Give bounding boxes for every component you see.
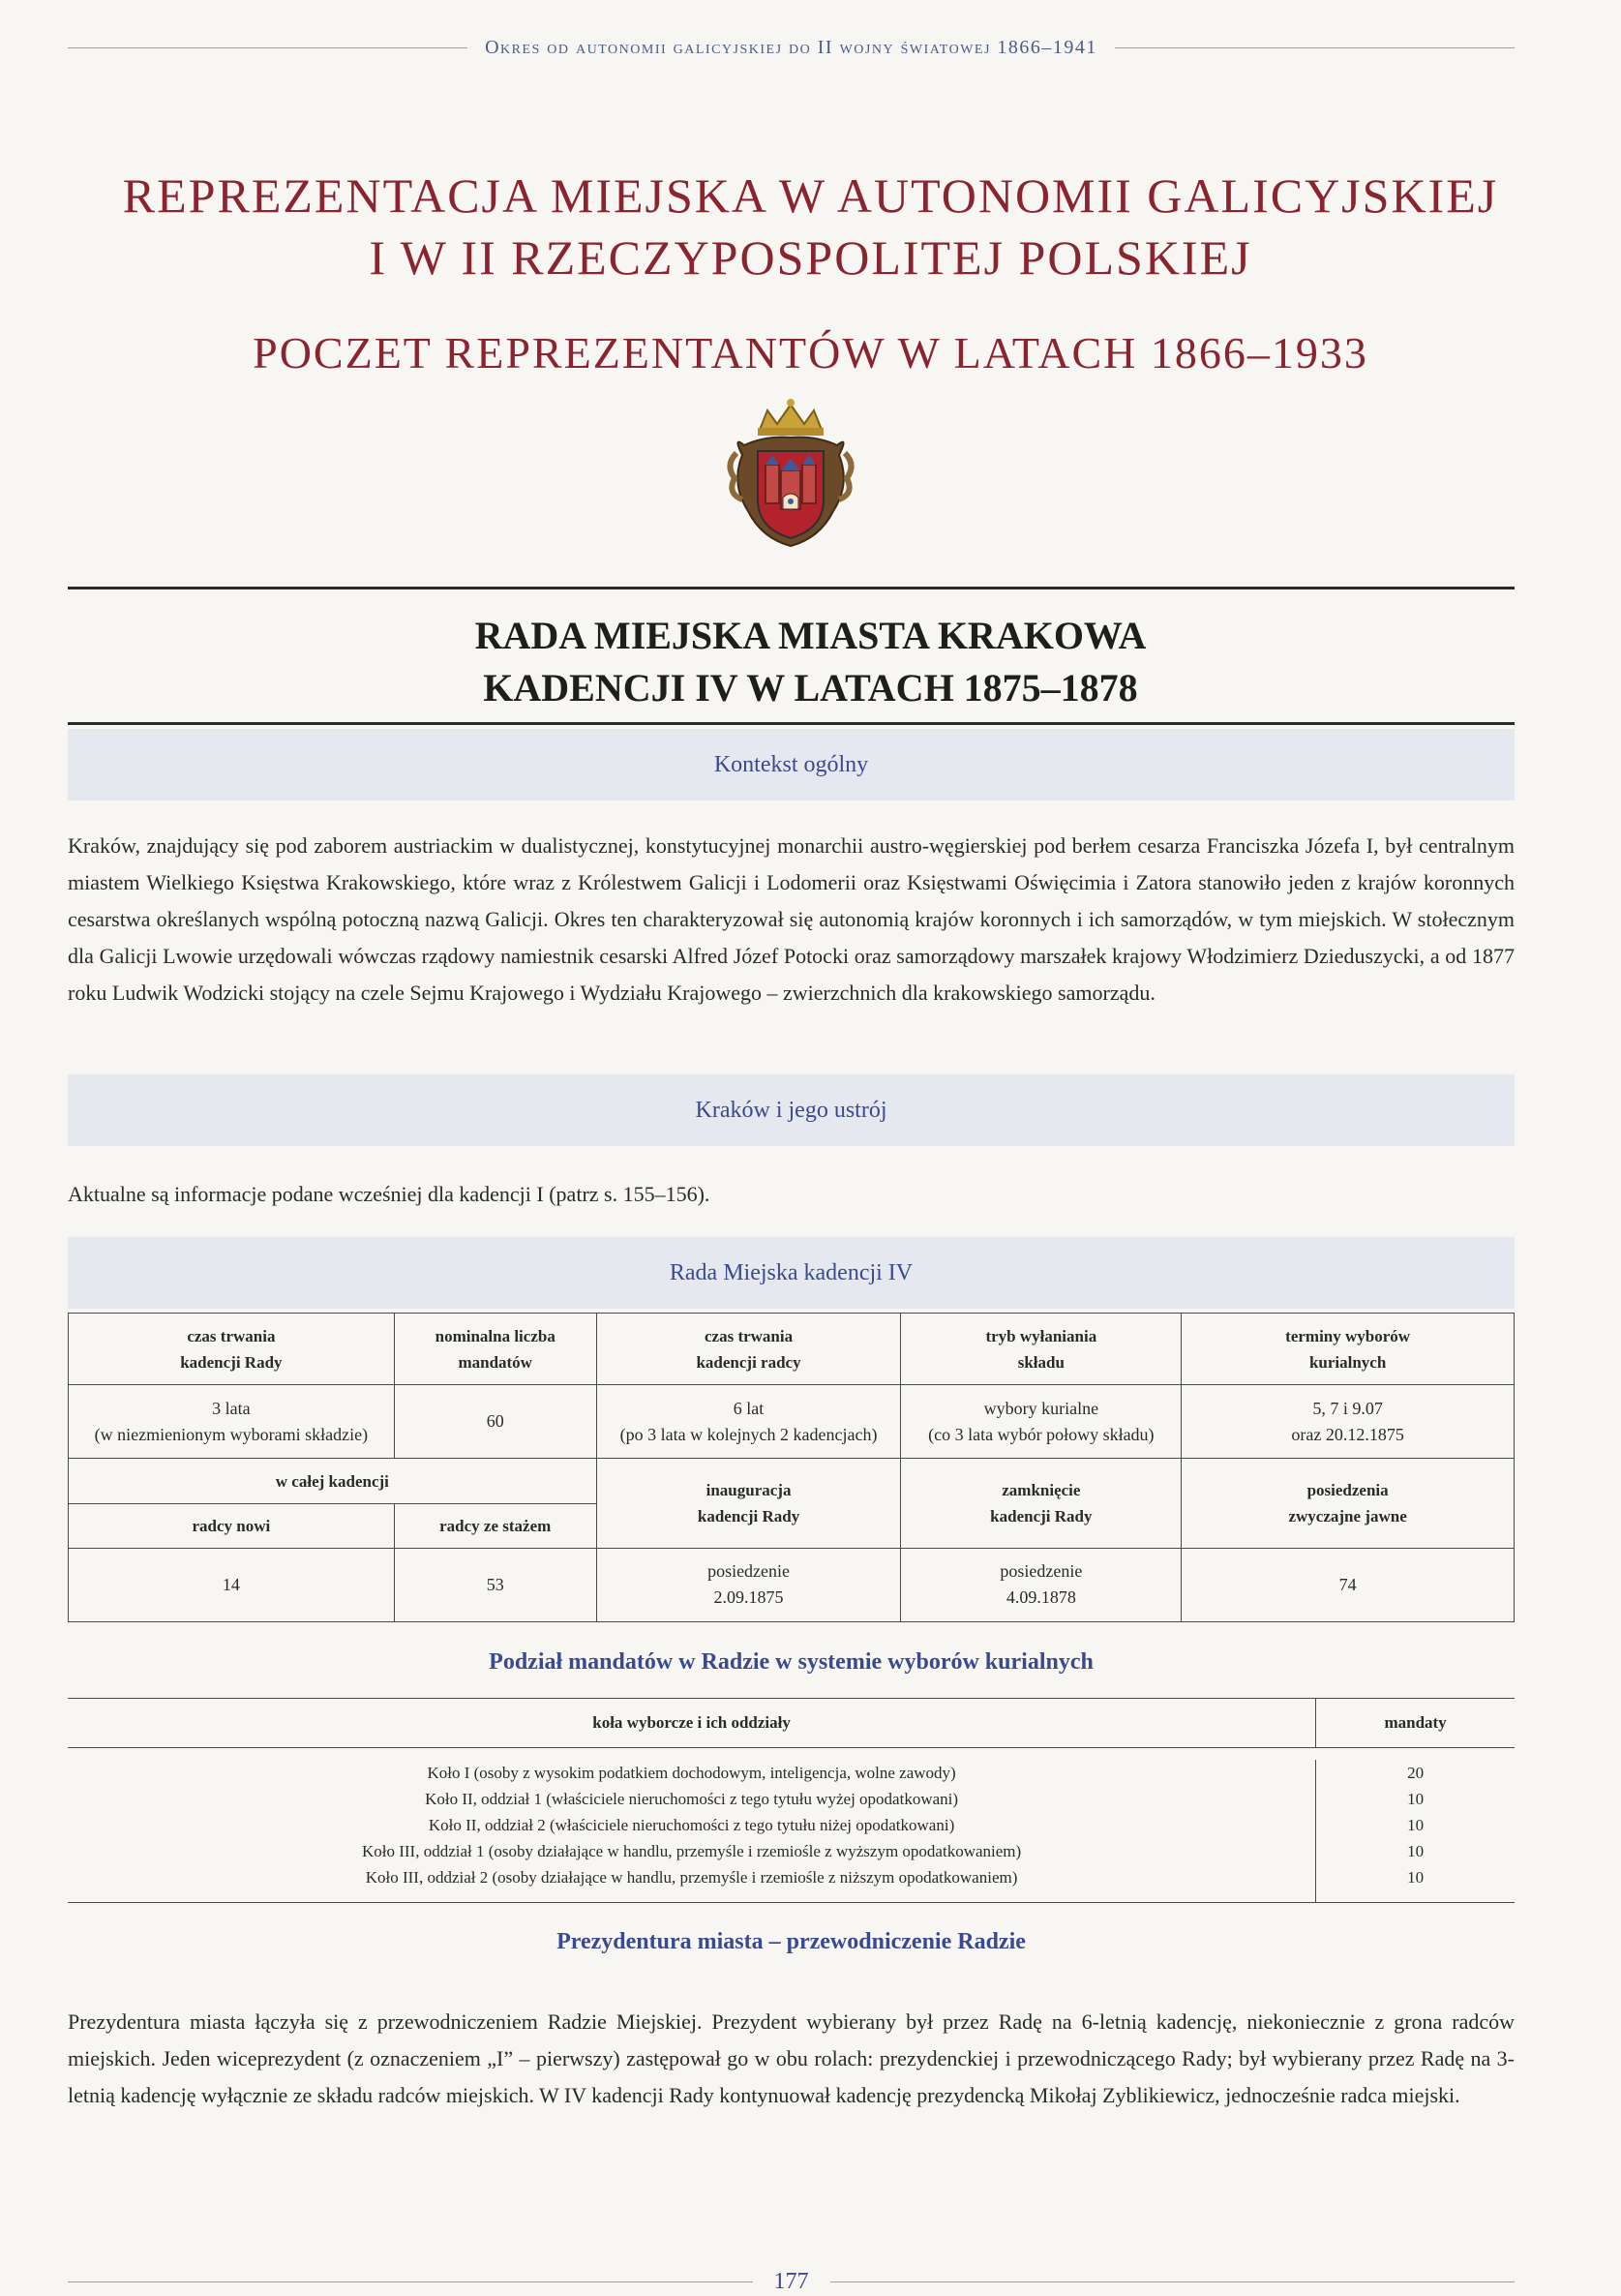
mandates-table-header (68, 1699, 1515, 1748)
presidency-paragraph: Prezydentura miasta łączyła się z przewodniczeniem Radzie Miejskiej. Prezydent wybierany był przez Radę na 6-letnią kadencję, niekoniecznie z grona radców miejskich. Jeden wiceprezydent (z oznaczeniem „I” – pierwszy) zastępował go w obu rolach: prezydenckiej i przewodniczącego Rady; był wybierany przez Radę na 3-letnią kadencję wyłącznie ze składu radców miejskich. W IV kadencji Rady kontynuował kadencję prezydencką Mikołaj Zyblikiewicz, jednocześnie radca miejski. (68, 2009, 1515, 2107)
header-council-term: czas trwania kadencji Rady (69, 1314, 395, 1385)
title-line-1: REPREZENTACJA MIEJSKA W AUTONOMII GALICYJSKIEJ (122, 168, 1499, 223)
list-item: 20 (1407, 1764, 1425, 1782)
list-item: Koło III, oddział 1 (osoby działające w handlu, przemyśle i rzemiośle z wyższym opodatkowaniem) (361, 1842, 1022, 1860)
header-election-dates: terminy wyborów kurialnych (1182, 1314, 1515, 1385)
header-senior-members: radcy ze stażem (394, 1503, 596, 1548)
header-nominal-mandates: nominalna liczba mandatów (394, 1314, 596, 1385)
value-sessions: 74 (1182, 1548, 1515, 1621)
value-inauguration: posiedzenie 2.09.1875 (596, 1548, 901, 1621)
header-whole-term: w całej kadencji (69, 1459, 597, 1503)
table-row (69, 1385, 1515, 1459)
section-heading-system: Kraków i jego ustrój (68, 1074, 1515, 1146)
list-item: Koło II, oddział 2 (właściciele nieruchomości z tego tytułu niżej opodatkowani) (428, 1816, 955, 1834)
value-election-dates: 5, 7 i 9.07 oraz 20.12.1875 (1182, 1385, 1515, 1459)
page-number: 177 (773, 2269, 809, 2294)
mandates-values (1316, 1760, 1515, 1903)
value-closing: posiedzenie 4.09.1878 (901, 1548, 1182, 1621)
header-inauguration: inauguracja kadencji Rady (596, 1459, 901, 1548)
section-heading-mandates: Podział mandatów w Radzie w systemie wyborów kurialnych (489, 1648, 1094, 1675)
council-title-line-2: KADENCJI IV W LATACH 1875–1878 (483, 666, 1138, 710)
context-paragraph: Kraków, znajdujący się pod zaborem austriackim w dualistycznej, konstytucyjnej monarchii austro-węgierskiej pod berłem cesarza Franciszka Józefa I, był centralnym miastem Wielkiego Księstwa Krakowskiego, które wraz z Królestwem Galicji i Lodomerii oraz Księstwami Oświęcimia i Zatora stanowiło jeden z krajów koronnych cesarstwa określanych wspólną potoczną nazwą Galicji. Okres ten charakteryzował się autonomią krajów koronnych i ich samorządów, w tym miejskich. W stołecznym dla Galicji Lwowie urzędowali wówczas rządowy namiestnik cesarski Alfred Józef Potocki oraz samorządowy marszałek krajowy Włodzimierz Dzieduszycki, a od 1877 roku Ludwik Wodzicki stojący na czele Sejmu Krajowego i Wydziału Krajowego – zwierzchnich dla krakowskiego samorządu. (68, 833, 1515, 1005)
title-line-3: POCZET REPREZENTANTÓW W LATACH 1866–1933 (253, 328, 1368, 378)
mandates-table (68, 1698, 1515, 1903)
list-item: Koło I (osoby z wysokim podatkiem dochodowym, inteligencja, wolne zawody) (427, 1764, 956, 1782)
krakow-coat-of-arms-icon (723, 397, 858, 552)
council-table (68, 1313, 1515, 1622)
value-member-term: 6 lat (po 3 lata w kolejnych 2 kadencjach) (596, 1385, 901, 1459)
table-row (69, 1314, 1515, 1385)
council-title-line-1: RADA MIEJSKA MIASTA KRAKOWA (474, 614, 1147, 657)
running-header-text: Okres od autonomii galicyjskiej do II wojny światowej 1866–1941 (485, 37, 1097, 58)
section-heading-council: Rada Miejska kadencji IV (68, 1237, 1515, 1309)
mandates-labels (68, 1760, 1316, 1903)
title-line-2: I W II RZECZYPOSPOLITEJ POLSKIEJ (369, 230, 1252, 285)
table-row (69, 1548, 1515, 1621)
list-item: 10 (1407, 1868, 1425, 1887)
header-closing: zamknięcie kadencji Rady (901, 1459, 1182, 1548)
header-voting-circles: koła wyborcze i ich oddziały (68, 1699, 1316, 1747)
value-nominal-mandates: 60 (394, 1385, 596, 1459)
section-heading-presidency: Prezydentura miasta – przewodniczenie Radzie (556, 1928, 1026, 1954)
main-title (0, 165, 1621, 378)
divider-top (68, 587, 1515, 589)
system-paragraph: Aktualne są informacje podane wcześniej dla kadencji I (patrz s. 155–156). (68, 1182, 710, 1206)
header-member-term: czas trwania kadencji radcy (596, 1314, 901, 1385)
header-mandates: mandaty (1384, 1713, 1447, 1732)
header-sessions: posiedzenia zwyczajne jawne (1182, 1459, 1515, 1548)
council-title (0, 610, 1621, 714)
list-item: 10 (1407, 1842, 1425, 1860)
header-rule-right (1115, 47, 1515, 48)
value-senior-members: 53 (394, 1548, 596, 1621)
divider-bottom (68, 722, 1515, 725)
mandates-table-body (68, 1748, 1515, 1903)
section-heading-context: Kontekst ogólny (68, 729, 1515, 801)
footer-rule-left (68, 2281, 753, 2282)
footer-rule-right (830, 2281, 1516, 2282)
list-item: Koło III, oddział 2 (osoby działające w handlu, przemyśle i rzemiośle z niższym opodatkowaniem) (365, 1868, 1018, 1887)
header-selection-mode: tryb wyłaniania składu (901, 1314, 1182, 1385)
table-row (69, 1459, 1515, 1503)
page-footer (68, 2269, 1515, 2295)
header-rule-left (68, 47, 467, 48)
value-selection-mode: wybory kurialne (co 3 lata wybór połowy składu) (901, 1385, 1182, 1459)
list-item: 10 (1407, 1816, 1425, 1834)
value-new-members: 14 (69, 1548, 395, 1621)
running-header (68, 37, 1515, 59)
list-item: Koło II, oddział 1 (właściciele nieruchomości z tego tytułu wyżej opodatkowani) (425, 1790, 959, 1808)
header-new-members: radcy nowi (69, 1503, 395, 1548)
list-item: 10 (1407, 1790, 1425, 1808)
value-council-term: 3 lata (w niezmienionym wyborami składzie) (69, 1385, 395, 1459)
